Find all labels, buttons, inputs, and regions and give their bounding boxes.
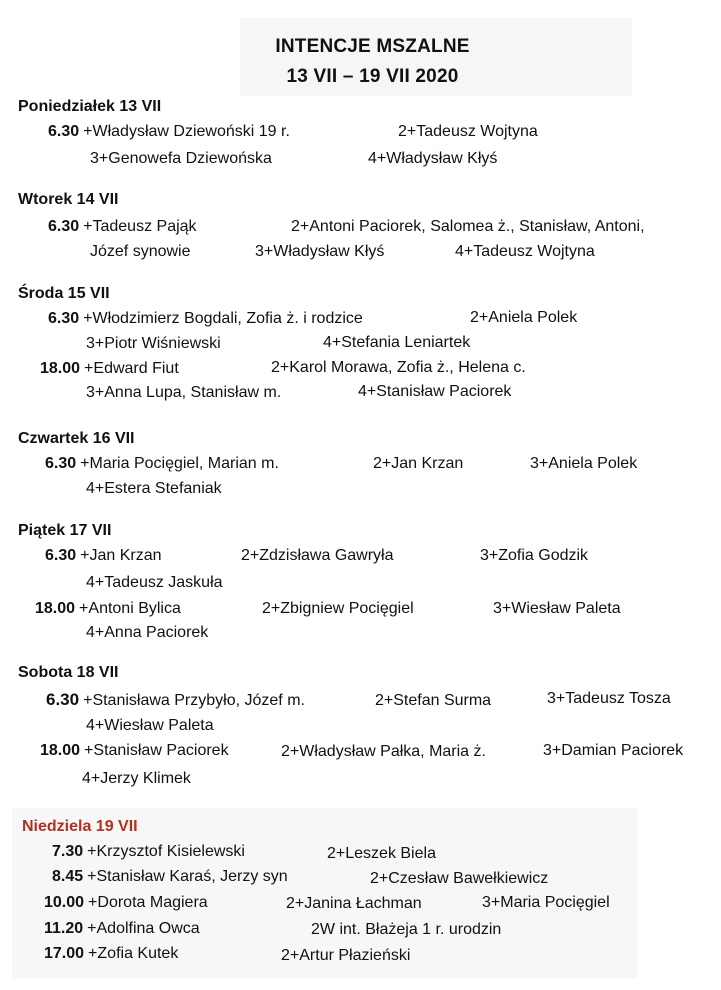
date-range: 13 VII – 19 VII 2020 xyxy=(286,66,459,87)
intention: 4+Anna Paciorek xyxy=(86,624,209,641)
intention: 2+Zbigniew Pocięgiel xyxy=(262,600,414,617)
intention: Józef synowie xyxy=(90,243,191,260)
intention: +Włodzimierz Bogdali, Zofia ż. i rodzice xyxy=(83,310,363,327)
intention: 4+Stanisław Paciorek xyxy=(358,383,512,400)
intention: 3+Genowefa Dziewońska xyxy=(90,150,272,167)
intention: 2+Jan Krzan xyxy=(373,455,464,472)
intention: 3+Władysław Kłyś xyxy=(255,243,385,260)
mass-time: 6.30 xyxy=(45,455,77,472)
mass-line xyxy=(52,868,288,886)
intention: 3+Zofia Godzik xyxy=(480,547,589,564)
intention: 2+Artur Płazieński xyxy=(281,947,411,964)
intention: 4+Władysław Kłyś xyxy=(368,150,498,167)
mass-time: 17.00 xyxy=(44,945,85,962)
intention: +Stanisława Przybyło, Józef m. xyxy=(83,692,305,709)
intention: 4+Estera Stefaniak xyxy=(86,480,222,497)
intention: 2+Janina Łachman xyxy=(286,895,422,912)
intention: +Stanisław Paciorek xyxy=(84,742,229,759)
mass-line xyxy=(40,360,179,378)
intention: 2+Aniela Polek xyxy=(470,309,578,326)
intention: 3+Damian Paciorek xyxy=(543,742,684,759)
intention: 2+Władysław Pałka, Maria ż. xyxy=(281,743,486,760)
mass-time: 6.30 xyxy=(48,218,80,235)
mass-time: 8.45 xyxy=(52,868,84,885)
intention: 2+Karol Morawa, Zofia ż., Helena c. xyxy=(271,359,526,376)
day-heading-wednesday: Środa 15 VII xyxy=(18,285,110,302)
day-heading-sunday: Niedziela 19 VII xyxy=(22,818,138,835)
mass-time: 6.30 xyxy=(46,690,80,709)
intention: 2+Zdzisława Gawryła xyxy=(241,547,394,564)
mass-time: 10.00 xyxy=(44,894,85,911)
intention: 2W int. Błażeja 1 r. urodzin xyxy=(311,921,502,938)
intention: +Antoni Bylica xyxy=(79,600,181,617)
mass-time: 11.20 xyxy=(44,920,84,937)
intention: 2+Leszek Biela xyxy=(327,845,436,862)
mass-line xyxy=(45,547,162,565)
intention: +Edward Fiut xyxy=(84,360,179,377)
mass-time: 6.30 xyxy=(48,123,80,140)
mass-line xyxy=(52,843,245,861)
intention: +Adolfina Owca xyxy=(87,920,200,937)
mass-time: 7.30 xyxy=(52,843,84,860)
intention: 4+Tadeusz Jaskuła xyxy=(86,574,223,591)
intention: 2+Antoni Paciorek, Salomea ż., Stanisław, Antoni, xyxy=(291,218,645,235)
day-heading-friday: Piątek 17 VII xyxy=(18,522,112,539)
intention: +Dorota Magiera xyxy=(88,894,208,911)
mass-line xyxy=(48,123,290,141)
intention: 3+Maria Pocięgiel xyxy=(482,894,610,911)
mass-line xyxy=(44,920,200,938)
mass-time: 6.30 xyxy=(45,547,77,564)
mass-time: 18.00 xyxy=(40,742,81,759)
mass-line xyxy=(45,455,279,473)
mass-time: 18.00 xyxy=(40,360,81,377)
intention: 3+Anna Lupa, Stanisław m. xyxy=(86,384,282,401)
intention: 3+Tadeusz Tosza xyxy=(547,690,671,707)
intention: 3+Piotr Wiśniewski xyxy=(86,335,221,352)
intention: 2+Stefan Surma xyxy=(375,692,492,709)
mass-line xyxy=(44,945,178,963)
intention: 3+Aniela Polek xyxy=(530,455,638,472)
mass-line xyxy=(35,600,181,618)
intention: 4+Jerzy Klimek xyxy=(82,770,191,787)
intention: +Maria Pocięgiel, Marian m. xyxy=(80,455,279,472)
mass-line xyxy=(48,310,363,328)
day-heading-thursday: Czwartek 16 VII xyxy=(18,430,135,447)
day-heading-monday: Poniedziałek 13 VII xyxy=(18,98,162,115)
mass-line xyxy=(40,742,229,760)
intention: +Stanisław Karaś, Jerzy syn xyxy=(87,868,288,885)
intention: +Krzysztof Kisielewski xyxy=(87,843,245,860)
intention: +Zofia Kutek xyxy=(88,945,179,962)
mass-time: 6.30 xyxy=(48,310,80,327)
document-title: INTENCJE MSZALNE xyxy=(275,36,470,57)
day-heading-saturday: Sobota 18 VII xyxy=(18,664,119,681)
intention: 4+Stefania Leniartek xyxy=(323,334,471,351)
intention: +Władysław Dziewoński 19 r. xyxy=(83,123,290,140)
mass-line xyxy=(48,218,197,236)
mass-line xyxy=(44,894,208,912)
intention: +Jan Krzan xyxy=(80,547,162,564)
mass-line xyxy=(46,690,305,710)
intention: 2+Czesław Bawełkiewicz xyxy=(370,870,549,887)
intention: 2+Tadeusz Wojtyna xyxy=(398,123,538,140)
day-heading-tuesday: Wtorek 14 VII xyxy=(18,191,119,208)
intention: 4+Wiesław Paleta xyxy=(86,717,214,734)
mass-time: 18.00 xyxy=(35,600,76,617)
intention: 3+Wiesław Paleta xyxy=(493,600,621,617)
intention: +Tadeusz Pająk xyxy=(83,218,197,235)
intention: 4+Tadeusz Wojtyna xyxy=(455,243,595,260)
